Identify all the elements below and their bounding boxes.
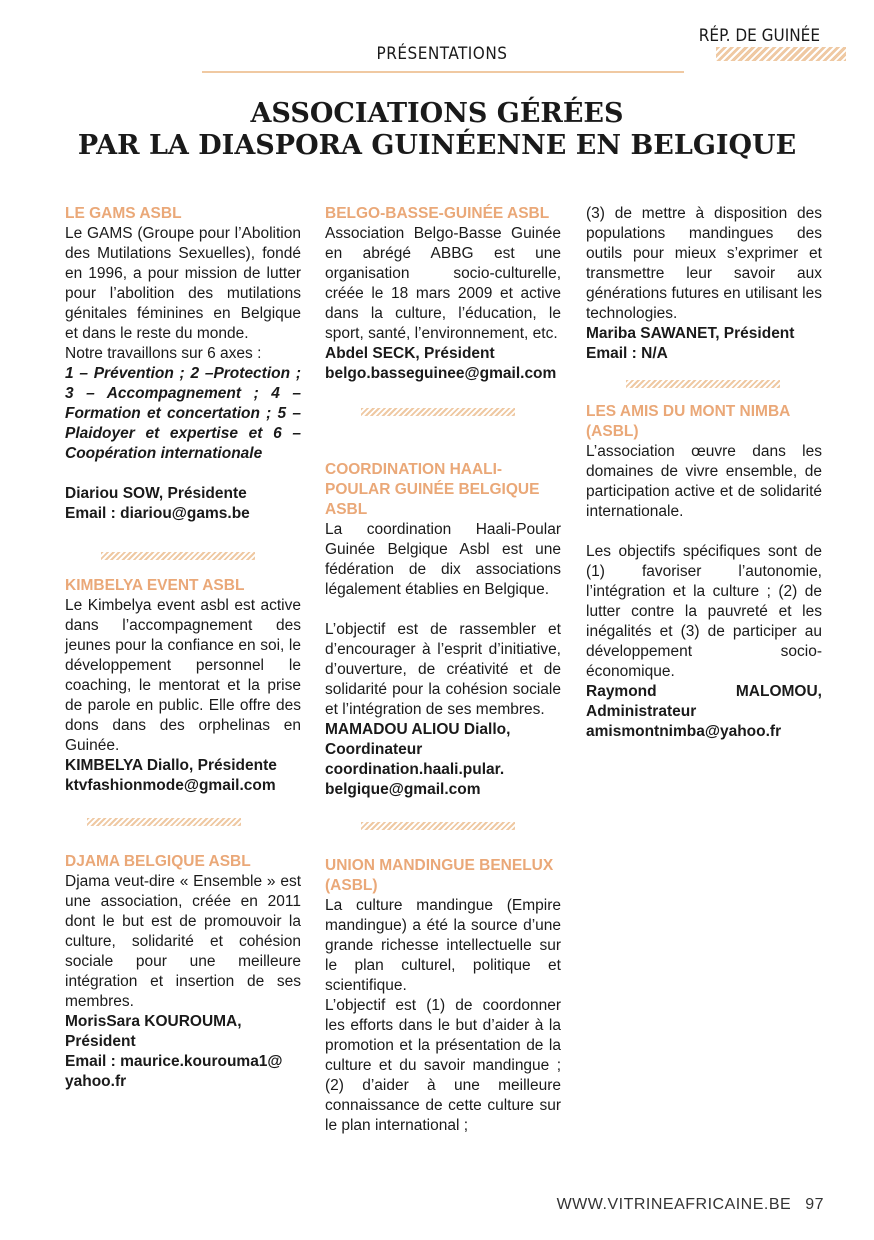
separator-stripe — [626, 380, 780, 388]
website-link: WWW.VITRINEAFRICAINE.BE — [556, 1196, 792, 1213]
org-description: L’association œuvre dans les domaines de vivre ensemble, de participation active et de solidarité internationale. — [586, 443, 822, 520]
org-name: LES AMIS DU MONT NIMBA (ASBL) — [586, 403, 790, 440]
entry-gams — [65, 204, 301, 524]
title-line-1: ASSOCIATIONS GÉRÉES — [250, 98, 624, 129]
section-label: PRÉSENTATIONS — [376, 44, 508, 64]
org-name: DJAMA BELGIQUE ASBL — [65, 853, 251, 870]
entry-kimbelya — [65, 576, 301, 796]
column-2 — [325, 204, 561, 1136]
org-name: UNION MANDINGUE BENELUX (ASBL) — [325, 857, 554, 894]
org-contact: Mariba SAWANET, Président — [586, 325, 795, 342]
org-email: Email : maurice.kourouma1@ yahoo.fr — [65, 1053, 283, 1090]
org-axes: 1 – Prévention ; 2 –Protection ; 3 – Accompagnement ; 4 – Formation et concertation ; 5 – Plaidoyer et expertise et 6 – Coopération internationale — [65, 365, 301, 462]
org-email: belgo.basseguinee@gmail.com — [325, 365, 557, 382]
entry-belgo-basse-guinee — [325, 204, 561, 384]
entry-union-mandingue-continued — [586, 204, 822, 364]
column-3 — [586, 204, 822, 742]
column-1 — [65, 204, 301, 1092]
org-contact-role: Administrateur — [586, 703, 697, 720]
separator-stripe — [361, 408, 515, 416]
org-contact-name: MorisSara KOUROUMA, — [65, 1013, 242, 1030]
title-line-2: PAR LA DIASPORA GUINÉENNE EN BELGIQUE — [77, 130, 797, 161]
page-number: 97 — [805, 1196, 824, 1213]
org-description: La coordination Haali-Poular Guinée Belgique Asbl est une fédération de dix associations légalement établies en Belgique. — [325, 521, 561, 598]
entry-union-mandingue — [325, 856, 561, 1136]
org-email: Email : N/A — [586, 345, 668, 362]
section-divider — [202, 71, 684, 73]
entry-amis-mont-nimba — [586, 402, 822, 742]
org-email: coordination.haali.pular. belgique@gmail.com — [325, 761, 505, 798]
org-name: COORDINATION HAALI-POULAR GUINÉE BELGIQUE ASBL — [325, 461, 540, 518]
org-description: Djama veut-dire « Ensemble » est une association, créée en 2011 dont le but est de promouvoir la culture, solidarité et cohésion sociale pour une meilleure intégration et insertion de ses membres. — [65, 873, 301, 1010]
org-email: amismontnimba@yahoo.fr — [586, 723, 782, 740]
org-description: Association Belgo-Basse Guinée en abrégé ABBG est une organisation socio-culturelle, créée le 18 mars 2009 et active dans la culture, l’éducation, le sport, santé, l’environnement, etc. — [325, 225, 561, 342]
org-description: Le Kimbelya event asbl est active dans l’accompagnement des jeunes pour la confiance en soi, le développement personnel le coaching, le mentorat et la prise de parole en public. Elle offre des dons dans des orphelinas en Guinée. — [65, 597, 301, 754]
separator-stripe — [101, 552, 255, 560]
org-objective: Les objectifs spécifiques sont de (1) favoriser l’autonomie, l’intégration et la culture ; (2) de lutter contre la pauvreté et les inégalités et (3) de participer au développement socio-économique. — [586, 543, 822, 680]
separator-stripe — [87, 818, 241, 826]
org-email: ktvfashionmode@gmail.com — [65, 777, 276, 794]
entry-haali-poular — [325, 460, 561, 800]
page-footer — [557, 1196, 824, 1214]
org-contact-role: Président — [65, 1033, 136, 1050]
org-name: LE GAMS ASBL — [65, 205, 182, 222]
separator-stripe — [361, 822, 515, 830]
org-description: Le GAMS (Groupe pour l’Abolition des Mutilations Sexuelles), fondé en 1996, a pour mission de lutter pour l’abolition des mutilations génitales féminines en Belgique et dans le reste du monde. — [65, 225, 301, 342]
org-name: KIMBELYA EVENT ASBL — [65, 577, 245, 594]
org-email: Email : diariou@gams.be — [65, 505, 250, 522]
org-name: BELGO-BASSE-GUINÉE ASBL — [325, 205, 550, 222]
org-description-continued: (3) de mettre à disposition des populations mandingues des outils pour mieux s’exprimer et transmettre leur savoir aux générations futures en utilisant les technologies. — [586, 205, 822, 322]
org-contact-name: Raymond MALOMOU, — [586, 683, 822, 700]
page-title — [0, 98, 874, 162]
org-description: La culture mandingue (Empire mandingue) a été la source d’une grande richesse intellectuelle sur le plan culturel, politique et scientifique. — [325, 897, 561, 994]
entry-djama — [65, 852, 301, 1092]
org-contact: KIMBELYA Diallo, Présidente — [65, 757, 277, 774]
org-contact: Abdel SECK, Président — [325, 345, 495, 362]
org-contact-name: MAMADOU ALIOU Diallo, — [325, 721, 511, 738]
country-label: RÉP. DE GUINÉE — [698, 26, 820, 46]
country-stripe-decoration — [716, 47, 846, 61]
org-objective: L’objectif est de rassembler et d’encourager à l’esprit d’initiative, d’ouverture, de créativité et de solidarité pour la cohésion sociale et l’intégration de ses membres. — [325, 621, 561, 718]
org-contact: Diariou SOW, Présidente — [65, 485, 247, 502]
org-contact-role: Coordinateur — [325, 741, 423, 758]
org-axes-intro: Notre travaillons sur 6 axes : — [65, 345, 262, 362]
org-objective: L’objectif est (1) de coordonner les efforts dans le but d’aider à la promotion et la présentation de la culture et du savoir mandingue ; (2) d’aider à une meilleure connaissance de cette culture sur le plan international ; — [325, 997, 561, 1134]
